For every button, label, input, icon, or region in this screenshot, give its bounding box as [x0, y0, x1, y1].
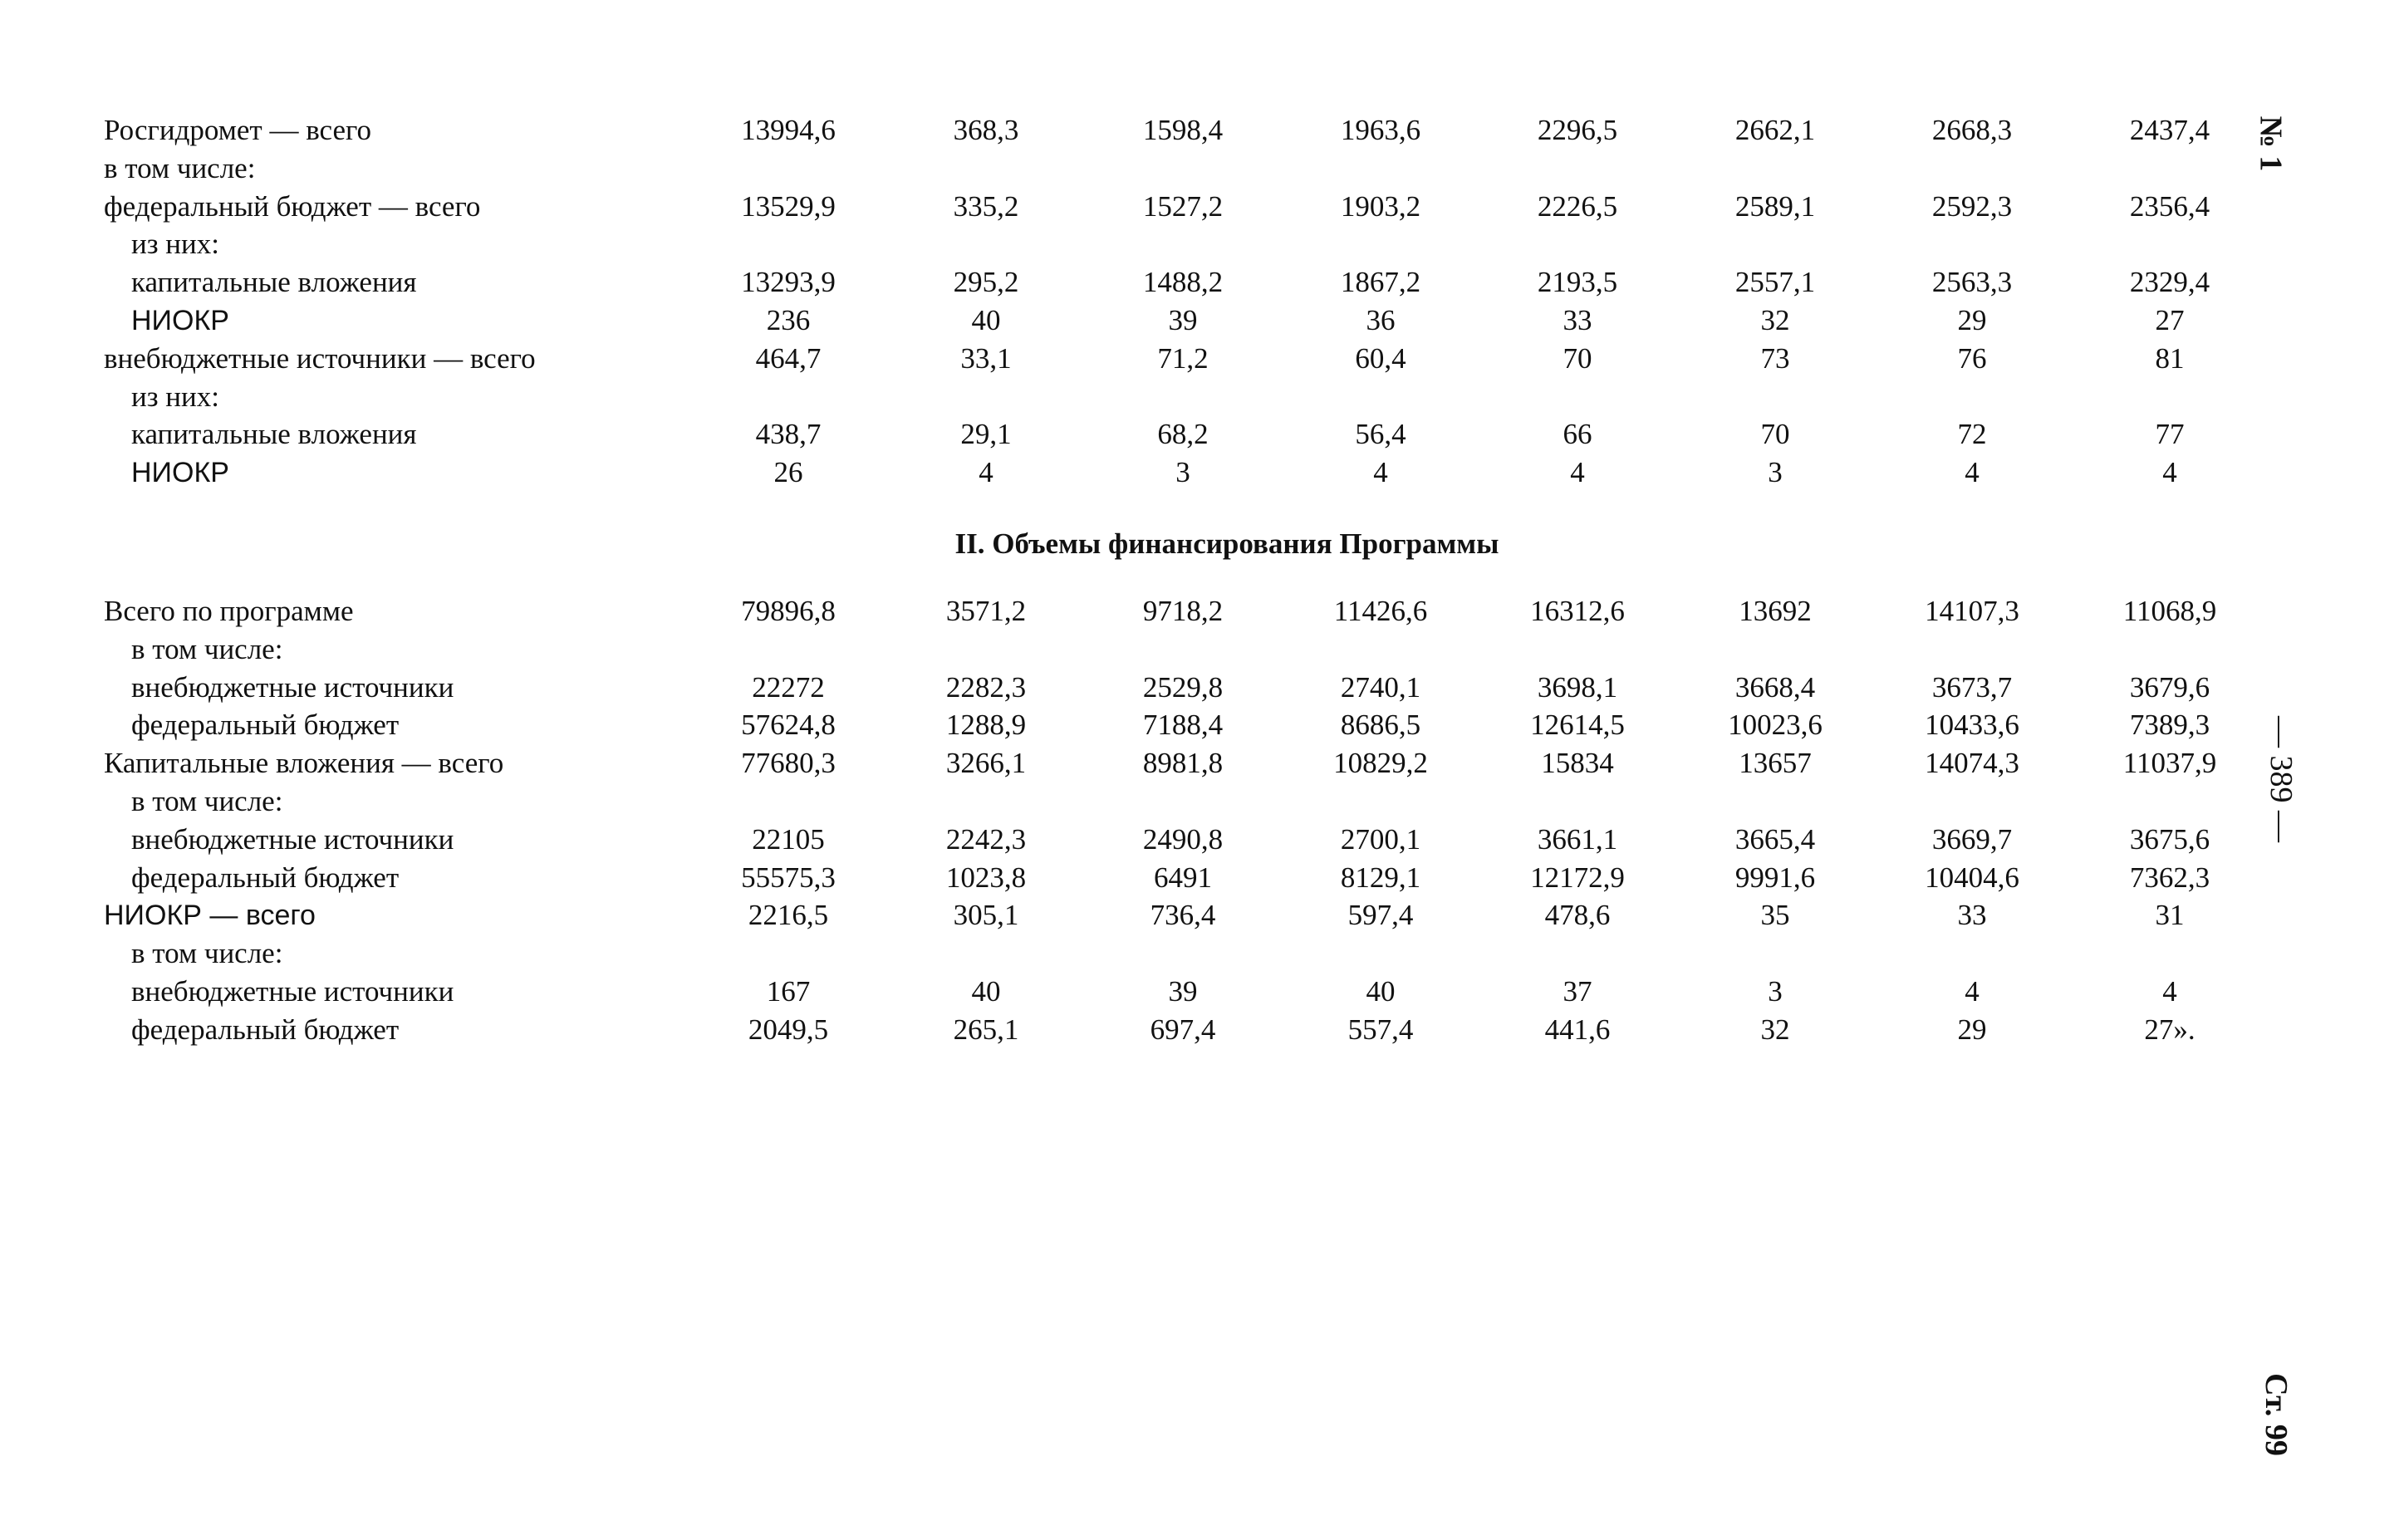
value-cell: 438,7: [755, 418, 822, 451]
value-cell: 736,4: [1150, 899, 1216, 932]
value-cell: 6491: [1154, 861, 1212, 894]
value-cell: 15834: [1541, 747, 1614, 780]
value-cell: 76: [1957, 341, 1987, 375]
table-row: [0, 415, 2404, 454]
value-cell: 1288,9: [945, 709, 1027, 742]
value-cell: 236: [766, 304, 811, 336]
row-label: федеральный бюджет: [131, 861, 400, 894]
value-cell: 3: [1768, 456, 1783, 489]
table-row: [0, 744, 2404, 782]
value-cell: 13692: [1739, 595, 1812, 627]
value-cell: 13293,9: [741, 266, 836, 299]
value-cell: 11068,9: [2122, 595, 2217, 627]
issue-number: № 1: [2253, 115, 2289, 172]
row-label: капитальные вложения: [131, 418, 417, 451]
value-cell: 3266,1: [945, 747, 1027, 780]
value-cell: 4: [1965, 975, 1980, 1008]
value-cell: 1023,8: [945, 861, 1027, 894]
value-cell: 55575,3: [741, 861, 836, 894]
page-number: — 389 —: [2264, 716, 2299, 842]
row-label: Росгидромет — всего: [104, 114, 372, 146]
value-cell: 10829,2: [1333, 747, 1428, 780]
value-cell: 2529,8: [1142, 670, 1224, 704]
value-cell: 2589,1: [1734, 189, 1816, 223]
table-row: [0, 188, 2404, 226]
value-cell: 2668,3: [1931, 114, 2013, 146]
table-row: [0, 896, 2404, 934]
table-row: [0, 669, 2404, 707]
row-label: в том числе:: [131, 937, 283, 970]
value-cell: 13529,9: [741, 189, 836, 223]
value-cell: 40: [1366, 975, 1396, 1008]
value-cell: 68,2: [1157, 418, 1209, 451]
value-cell: 9718,2: [1142, 595, 1224, 627]
value-cell: 697,4: [1150, 1013, 1216, 1046]
table-row: [0, 150, 2404, 188]
row-label: внебюджетные источники — всего: [104, 341, 536, 375]
value-cell: 2296,5: [1537, 114, 1618, 146]
value-cell: 2226,5: [1537, 189, 1618, 223]
value-cell: 3: [1768, 975, 1783, 1008]
value-cell: 295,2: [953, 266, 1019, 299]
value-cell: 2216,5: [748, 899, 829, 932]
value-cell: 32: [1760, 304, 1790, 336]
value-cell: 36: [1366, 304, 1396, 336]
row-label: внебюджетные источники: [131, 670, 454, 704]
row-label: внебюджетные источники: [131, 975, 454, 1008]
value-cell: 4: [979, 456, 993, 489]
value-cell: 56,4: [1355, 418, 1406, 451]
value-cell: 37: [1563, 975, 1592, 1008]
table-row: [0, 821, 2404, 859]
value-cell: 3668,4: [1734, 670, 1816, 704]
value-cell: 16312,6: [1530, 595, 1625, 627]
row-label: капитальные вложения: [131, 266, 417, 299]
table-row: [0, 782, 2404, 821]
row-label: в том числе:: [104, 151, 256, 184]
value-cell: 2329,4: [2129, 266, 2210, 299]
row-label: НИОКР: [131, 305, 229, 336]
value-cell: 1867,2: [1340, 266, 1421, 299]
row-label: из них:: [131, 228, 219, 261]
table-row: [0, 592, 2404, 630]
value-cell: 73: [1760, 341, 1790, 375]
table-row: [0, 302, 2404, 340]
value-cell: 3: [1175, 456, 1190, 489]
row-label: Капитальные вложения — всего: [104, 747, 504, 780]
table-row: [0, 111, 2404, 150]
value-cell: 1598,4: [1142, 114, 1224, 146]
value-cell: 31: [2155, 899, 2185, 932]
value-cell: 2282,3: [945, 670, 1027, 704]
value-cell: 12614,5: [1530, 709, 1625, 742]
value-cell: 79896,8: [741, 595, 836, 627]
value-cell: 265,1: [953, 1013, 1019, 1046]
value-cell: 7389,3: [2129, 709, 2210, 742]
value-cell: 35: [1760, 899, 1790, 932]
value-cell: 4: [2162, 456, 2177, 489]
value-cell: 27».: [2144, 1013, 2195, 1046]
value-cell: 33: [1957, 899, 1987, 932]
value-cell: 1963,6: [1340, 114, 1421, 146]
row-label: из них:: [131, 380, 219, 413]
value-cell: 1903,2: [1340, 189, 1421, 223]
value-cell: 4: [1373, 456, 1388, 489]
value-cell: 29,1: [960, 418, 1012, 451]
table-row: [0, 263, 2404, 302]
value-cell: 3665,4: [1734, 822, 1816, 856]
row-label: Всего по программе: [104, 595, 354, 627]
value-cell: 77: [2155, 418, 2185, 451]
value-cell: 29: [1957, 304, 1987, 336]
value-cell: 29: [1957, 1013, 1987, 1046]
value-cell: 13994,6: [741, 114, 836, 146]
value-cell: 71,2: [1157, 341, 1209, 375]
row-label: в том числе:: [131, 632, 283, 665]
value-cell: 60,4: [1355, 341, 1406, 375]
value-cell: 1527,2: [1142, 189, 1224, 223]
value-cell: 10023,6: [1728, 709, 1823, 742]
value-cell: 2700,1: [1340, 822, 1421, 856]
value-cell: 13657: [1739, 747, 1812, 780]
value-cell: 4: [1570, 456, 1585, 489]
value-cell: 10433,6: [1925, 709, 2019, 742]
value-cell: 441,6: [1544, 1013, 1611, 1046]
value-cell: 8129,1: [1340, 861, 1421, 894]
table-row: [0, 859, 2404, 897]
value-cell: 40: [971, 975, 1001, 1008]
value-cell: 1488,2: [1142, 266, 1224, 299]
article-number: Ст. 99: [2258, 1373, 2294, 1456]
row-label: в том числе:: [131, 785, 283, 817]
value-cell: 4: [2162, 975, 2177, 1008]
table-row: [0, 934, 2404, 973]
value-cell: 32: [1760, 1013, 1790, 1046]
value-cell: 4: [1965, 456, 1980, 489]
table-row: [0, 225, 2404, 263]
table-row: [0, 973, 2404, 1011]
table-row: [0, 706, 2404, 744]
value-cell: 7188,4: [1142, 709, 1224, 742]
value-cell: 368,3: [953, 114, 1019, 146]
value-cell: 40: [971, 304, 1001, 336]
value-cell: 8686,5: [1340, 709, 1421, 742]
row-label: НИОКР: [131, 457, 229, 489]
value-cell: 464,7: [755, 341, 822, 375]
value-cell: 14107,3: [1925, 595, 2019, 627]
value-cell: 2490,8: [1142, 822, 1224, 856]
table-row: [0, 454, 2404, 492]
value-cell: 3661,1: [1537, 822, 1618, 856]
value-cell: 72: [1957, 418, 1987, 451]
value-cell: 66: [1563, 418, 1592, 451]
value-cell: 11037,9: [2122, 747, 2217, 780]
value-cell: 3669,7: [1931, 822, 2013, 856]
value-cell: 3675,6: [2129, 822, 2210, 856]
table-row: [0, 630, 2404, 669]
row-label: НИОКР — всего: [104, 900, 316, 932]
value-cell: 70: [1760, 418, 1790, 451]
value-cell: 3571,2: [945, 595, 1027, 627]
value-cell: 9991,6: [1734, 861, 1816, 894]
row-label: внебюджетные источники: [131, 822, 454, 856]
value-cell: 478,6: [1544, 899, 1611, 932]
value-cell: 557,4: [1347, 1013, 1414, 1046]
value-cell: 597,4: [1347, 899, 1414, 932]
value-cell: 7362,3: [2129, 861, 2210, 894]
value-cell: 3679,6: [2129, 670, 2210, 704]
value-cell: 10404,6: [1925, 861, 2019, 894]
row-label: федеральный бюджет — всего: [104, 189, 481, 223]
value-cell: 39: [1168, 304, 1198, 336]
value-cell: 77680,3: [741, 747, 836, 780]
value-cell: 2049,5: [748, 1013, 829, 1046]
value-cell: 335,2: [953, 189, 1019, 223]
value-cell: 2592,3: [1931, 189, 2013, 223]
value-cell: 70: [1563, 341, 1592, 375]
value-cell: 81: [2155, 341, 2185, 375]
value-cell: 14074,3: [1925, 747, 2019, 780]
section-title: II. Объемы финансирования Программы: [954, 527, 1499, 560]
value-cell: 22272: [752, 670, 825, 704]
value-cell: 2557,1: [1734, 266, 1816, 299]
value-cell: 22105: [752, 822, 825, 856]
row-label: федеральный бюджет: [131, 1013, 400, 1046]
value-cell: 27: [2155, 304, 2185, 336]
value-cell: 12172,9: [1530, 861, 1625, 894]
value-cell: 3698,1: [1537, 670, 1618, 704]
value-cell: 3673,7: [1931, 670, 2013, 704]
value-cell: 2437,4: [2129, 114, 2210, 146]
value-cell: 39: [1168, 975, 1198, 1008]
value-cell: 2242,3: [945, 822, 1027, 856]
value-cell: 2356,4: [2129, 189, 2210, 223]
value-cell: 11426,6: [1333, 595, 1428, 627]
value-cell: 57624,8: [741, 709, 836, 742]
value-cell: 33,1: [960, 341, 1012, 375]
value-cell: 305,1: [953, 899, 1019, 932]
value-cell: 2740,1: [1340, 670, 1421, 704]
value-cell: 26: [773, 456, 803, 489]
table-row: [0, 1011, 2404, 1049]
value-cell: 33: [1563, 304, 1592, 336]
table-row: [0, 340, 2404, 378]
value-cell: 2563,3: [1931, 266, 2013, 299]
value-cell: 2662,1: [1734, 114, 1816, 146]
value-cell: 167: [766, 975, 811, 1008]
row-label: федеральный бюджет: [131, 709, 400, 742]
value-cell: 8981,8: [1142, 747, 1224, 780]
table-row: [0, 378, 2404, 416]
value-cell: 2193,5: [1537, 266, 1618, 299]
